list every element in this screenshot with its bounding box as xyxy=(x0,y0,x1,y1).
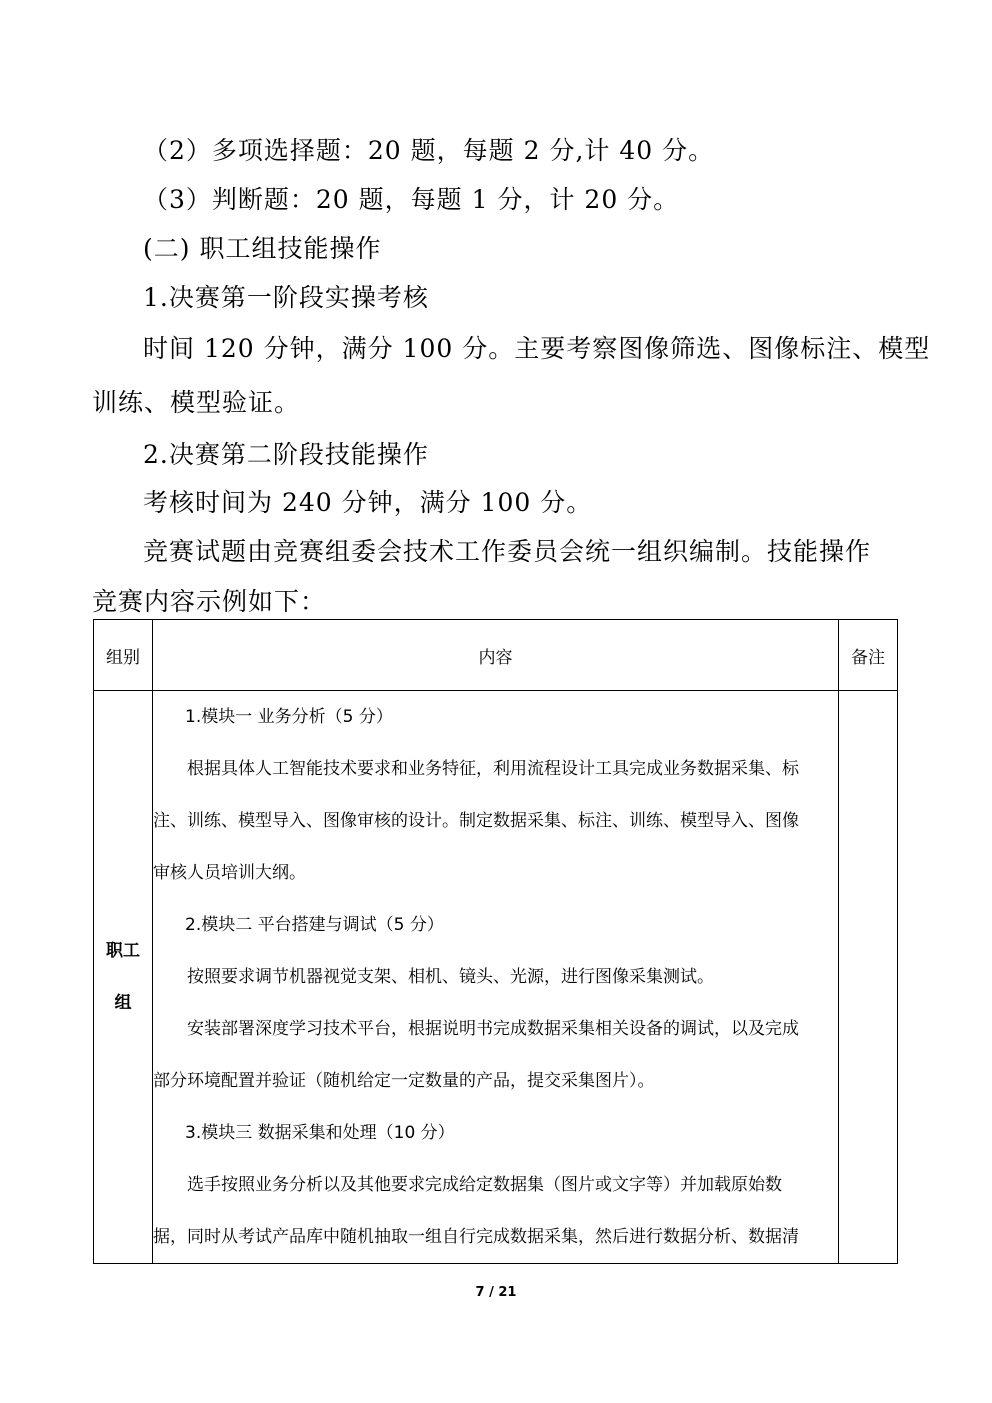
body-line-content-intro-cont: 竞赛内容示例如下： xyxy=(92,587,327,616)
module2-para2-line1: 安装部署深度学习技术平台，根据说明书完成数据采集相关设备的调试，以及完成 xyxy=(187,1019,799,1039)
group-cell xyxy=(94,691,153,1264)
table-header-row xyxy=(94,620,898,691)
competition-content-table xyxy=(93,619,898,1264)
table-row xyxy=(94,691,898,1264)
content-cell xyxy=(153,691,839,1264)
body-line-multiple-choice: （2）多项选择题：20 题，每题 2 分,计 40 分。 xyxy=(143,136,715,165)
subheading-final-stage-1: 1.决赛第一阶段实操考核 xyxy=(143,283,429,312)
section-heading-staff-skills: (二) 职工组技能操作 xyxy=(143,234,382,263)
subheading-final-stage-2: 2.决赛第二阶段技能操作 xyxy=(143,440,429,469)
module3-para-line1: 选手按照业务分析以及其他要求完成给定数据集（图片或文字等）并加载原始数 xyxy=(187,1175,782,1195)
header-group: 组别 xyxy=(94,620,153,691)
body-line-true-false: （3）判断题：20 题，每题 1 分，计 20 分。 xyxy=(143,185,680,214)
body-line-stage1-desc-cont: 训练、模型验证。 xyxy=(92,388,301,417)
header-content: 内容 xyxy=(153,620,839,691)
module1-para-line2: 注、训练、模型导入、图像审核的设计。制定数据采集、标注、训练、模型导入、图像 xyxy=(153,811,799,831)
page-number: 7 / 21 xyxy=(475,1285,517,1300)
body-line-stage1-desc: 时间 120 分钟，满分 100 分。主要考察图像筛选、图像标注、模型 xyxy=(143,334,931,363)
module1-title: 1.模块一 业务分析（5 分） xyxy=(185,707,393,727)
module3-title: 3.模块三 数据采集和处理（10 分） xyxy=(185,1123,455,1143)
module2-title: 2.模块二 平台搭建与调试（5 分） xyxy=(185,915,444,935)
module2-para1: 按照要求调节机器视觉支架、相机、镜头、光源，进行图像采集测试。 xyxy=(187,967,714,987)
body-line-content-intro: 竞赛试题由竞赛组委会技术工作委员会统一组织编制。技能操作 xyxy=(143,537,872,566)
module1-para-line3: 审核人员培训大纲。 xyxy=(153,863,306,883)
module3-para-line2: 据，同时从考试产品库中随机抽取一组自行完成数据采集，然后进行数据分析、数据清 xyxy=(153,1227,799,1247)
group-label-line2: 组 xyxy=(114,993,132,1013)
body-line-stage2-desc: 考核时间为 240 分钟，满分 100 分。 xyxy=(143,488,593,517)
header-note: 备注 xyxy=(839,620,898,691)
note-cell xyxy=(839,691,898,1264)
module1-para-line1: 根据具体人工智能技术要求和业务特征，利用流程设计工具完成业务数据采集、标 xyxy=(187,759,799,779)
group-label-line1: 职工 xyxy=(106,941,140,961)
module2-para2-line2: 部分环境配置并验证（随机给定一定数量的产品，提交采集图片）。 xyxy=(153,1071,655,1091)
